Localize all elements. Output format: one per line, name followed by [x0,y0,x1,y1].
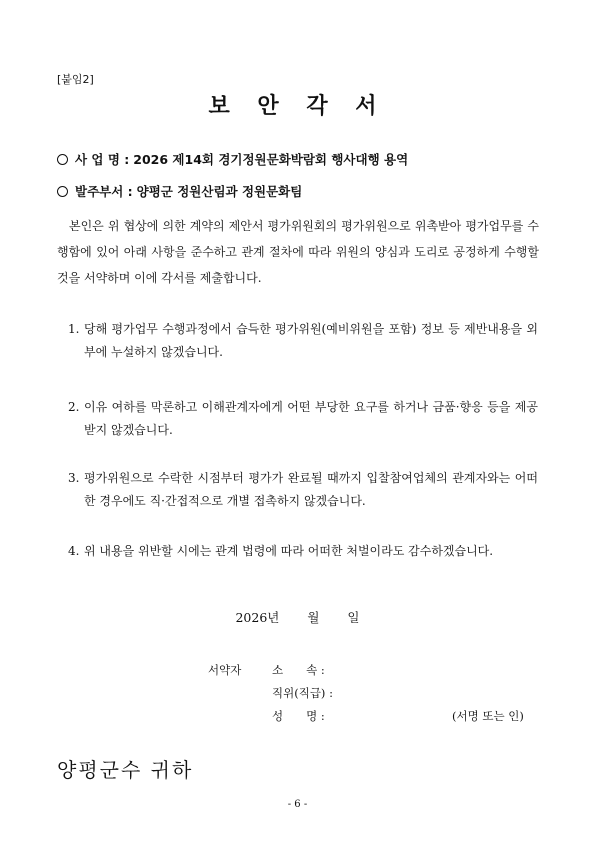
pledge-text: 평가위원으로 수락한 시점부터 평가가 완료될 때까지 입찰참여업체의 관계자와는 어떠한 경우에도 직·간접적으로 개별 접촉하지 않겠습니다. [84,471,538,508]
date-month: 월 [307,610,320,625]
intro-paragraph: 본인은 위 협상에 의한 계약의 제안서 평가위원회의 평가위원으로 위촉받아 평가업무를 수행함에 있어 아래 사항을 준수하고 관계 절차에 따라 위원의 양심과 도리로 공정하게 수행할 것을 서약하며 이에 각서를 제출합니다. [57,219,539,285]
circle-bullet-icon [57,154,68,165]
attachment-label: [붙임2] [57,73,94,86]
project-value: 2026 제14회 경기정원문화박람회 행사대행 용역 [133,152,409,167]
addressee-closing: 양평군수 귀하 [57,758,194,782]
pledge-number: 1. [68,322,80,336]
pledge-number: 2. [68,400,80,414]
name-field-label: 성 명 : [272,709,325,723]
position-field-label: 직위(직급) : [272,686,333,700]
department-value: 양평군 정원산림과 정원문화팀 [136,184,303,199]
pledge-number: 3. [68,471,80,485]
signing-date [0,608,595,626]
pledge-number: 4. [68,544,80,558]
page-number: - 6 - [287,799,308,810]
pledge-text: 이유 여하를 막론하고 이해관계자에게 어떤 부당한 요구를 하거나 금품·향응 등을 제공받지 않겠습니다. [84,400,538,437]
circle-bullet-icon [57,186,68,197]
project-label: 사 업 명 : [75,152,130,167]
affiliation-field-label: 소 속 : [272,663,325,677]
project-line [57,150,408,168]
pledge-item [68,467,538,513]
department-label: 발주부서 : [75,184,133,199]
document-title: 보 안 각 서 [208,94,387,119]
pledge-item [68,540,538,563]
signer-prefix: 서약자 [208,663,242,677]
pledge-text: 당해 평가업무 수행과정에서 습득한 평가위원(예비위원을 포함) 정보 등 제반내용을 외부에 누설하지 않겠습니다. [84,322,538,359]
date-year: 2026년 [235,610,280,625]
pledge-item [68,396,538,442]
date-day: 일 [347,610,360,625]
pledge-text: 위 내용을 위반할 시에는 관계 법령에 따라 어떠한 처벌이라도 감수하겠습니다. [84,544,494,558]
pledge-item [68,318,538,364]
signature-note: (서명 또는 인) [452,709,524,723]
department-line [57,182,302,200]
